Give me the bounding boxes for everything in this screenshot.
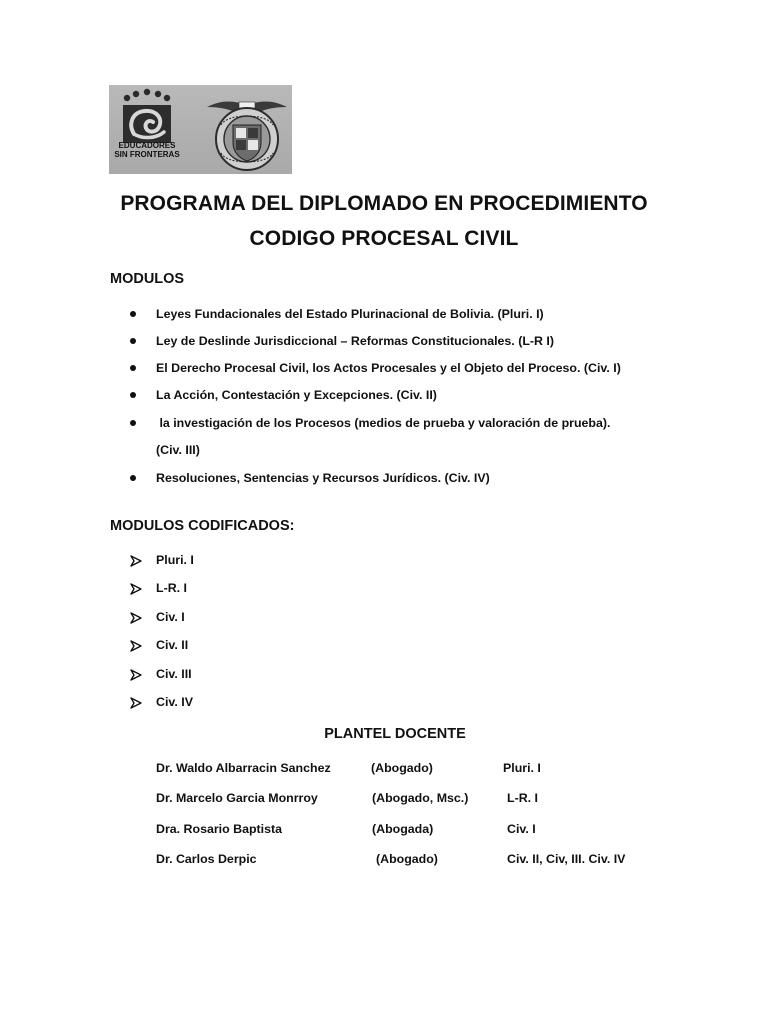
- modulos-heading: MODULOS: [110, 271, 185, 287]
- educadores-sin-fronteras-caption: EDUCADORES SIN FRONTERAS: [114, 141, 180, 159]
- plantel-docente-heading: PLANTEL DOCENTE: [324, 726, 466, 742]
- bullet-icon: [130, 311, 136, 317]
- docente-modules: Pluri. I: [503, 761, 541, 775]
- arrowhead-bullet-icon: [130, 697, 142, 709]
- docente-title: (Abogada): [372, 822, 434, 836]
- bullet-icon: [130, 365, 136, 371]
- arrowhead-bullet-icon: [130, 555, 142, 567]
- arrowhead-bullet-icon: [130, 583, 142, 595]
- modulos-codificados-heading: MODULOS CODIFICADOS:: [110, 518, 295, 534]
- document-page: EDUCADORES SIN FRONTERAS PROGRAMA DEL DIPLOMADO EN PROCEDIMIENTO CODIGO PROCESAL CIVIL MODULOS Leyes Fundacionales del Estado Plurinacional de Bolivia. (Pluri. I) Ley de Deslinde Jurisdiccional – Reformas Constitucionales. (L-R I) El Derecho Procesal Civil, los Actos Procesales y el Objeto del Proceso. (Civ. I) La Acción, Contestación y Excepciones. (Civ. II) la investigación de los Procesos (medios de prueba y valoración de prueba). (Civ. III) Resoluciones, Sentencias y Recursos Jurídicos. (Civ. IV) MODULOS CODIFICADOS: Pluri. I L-R. I Civ. I Civ. II Civ. III Civ. IV PLANTEL DOCENTE Dr. Waldo Albarracin Sanchez (Abogado) Pluri. I Dr. Marcelo Garcia Monrroy (Abogado, Msc.) L-R. I Dra. Rosario Baptista (Abogada) Civ. I Dr. Carlos Derpic (Abogado) Civ. II, Civ, III. Civ. IV: [0, 0, 768, 1024]
- docente-name: Dr. Waldo Albarracin Sanchez: [156, 761, 331, 775]
- docente-title: (Abogado): [376, 852, 438, 866]
- docente-name: Dr. Marcelo Garcia Monrroy: [156, 791, 318, 805]
- bullet-icon: [130, 420, 136, 426]
- docente-title: (Abogado, Msc.): [372, 791, 469, 805]
- bullet-icon: [130, 475, 136, 481]
- docente-name: Dr. Carlos Derpic: [156, 852, 257, 866]
- bullet-icon: [130, 338, 136, 344]
- docente-modules: Civ. I: [507, 822, 536, 836]
- arrowhead-bullet-icon: [130, 612, 142, 624]
- docente-modules: Civ. II, Civ, III. Civ. IV: [507, 852, 626, 866]
- university-seal-logo: [205, 93, 289, 173]
- arrowhead-bullet-icon: [130, 640, 142, 652]
- document-title-line-2: CODIGO PROCESAL CIVIL: [249, 227, 519, 250]
- logo-banner: [109, 85, 292, 174]
- arrowhead-bullet-icon: [130, 669, 142, 681]
- docente-modules: L-R. I: [507, 791, 538, 805]
- docente-name: Dra. Rosario Baptista: [156, 822, 283, 836]
- document-title-line-1: PROGRAMA DEL DIPLOMADO EN PROCEDIMIENTO: [120, 192, 648, 215]
- bullet-icon: [130, 392, 136, 398]
- docente-title: (Abogado): [371, 761, 433, 775]
